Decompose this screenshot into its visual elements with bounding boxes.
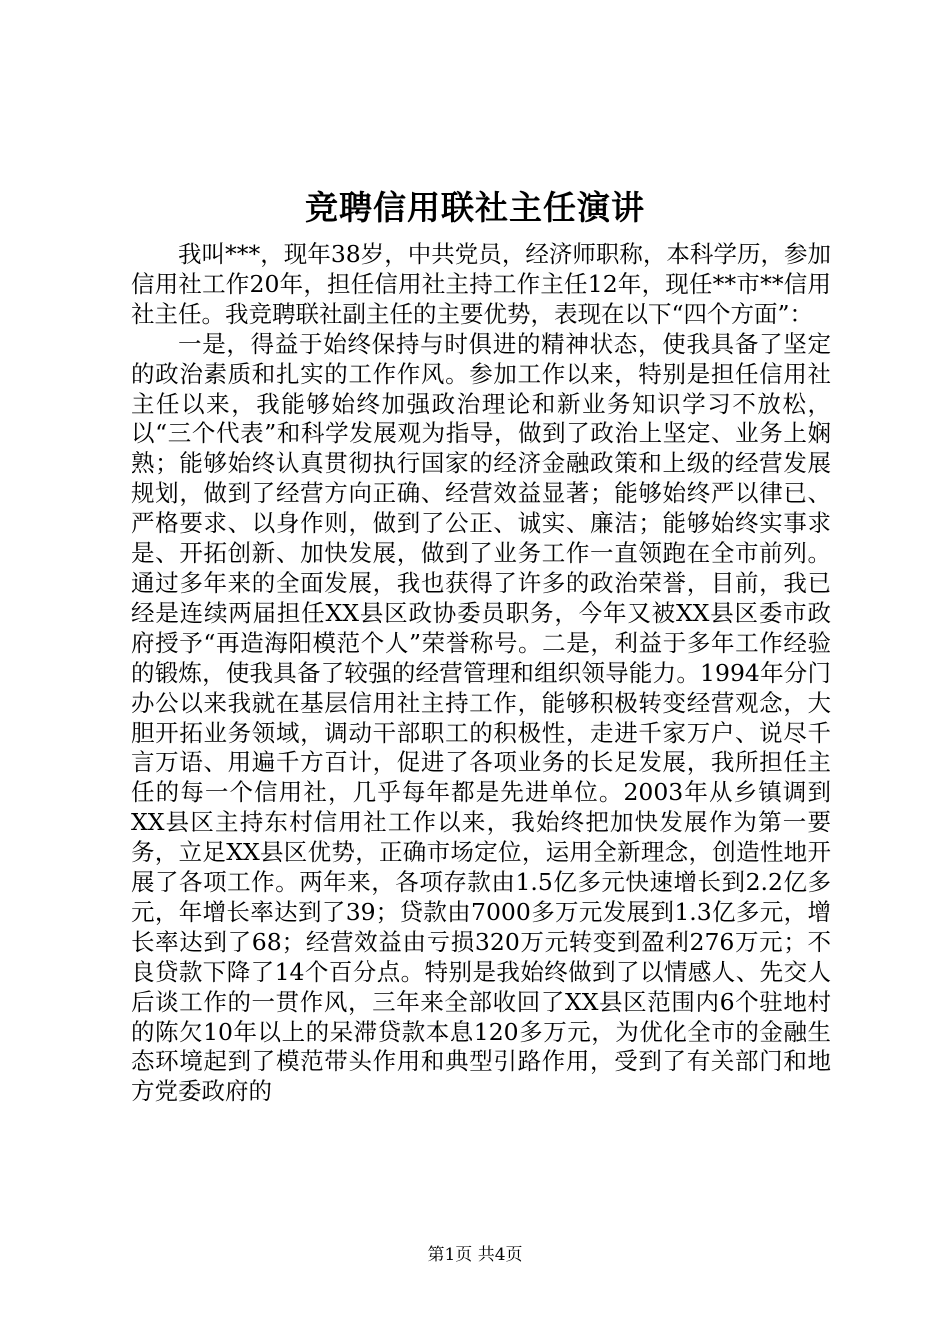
page-number-footer: 第1页 共4页 [427,1245,523,1265]
document-body [131,240,831,1107]
paragraph-intro: 我叫***，现年38岁，中共党员，经济师职称，本科学历，参加信用社工作20年，担任信用社主持工作主任12年，现任**市**信用社主任。我竞聘联社副主任的主要优势，表现在以下“四个方面”： [131,240,831,328]
paragraph-advantages: 一是，得益于始终保持与时俱进的精神状态，使我具备了坚定的政治素质和扎实的工作作风。参加工作以来，特别是担任信用社主任以来，我能够始终加强政治理论和新业务知识学习不放松，以“三个代表”和科学发展观为指导，做到了政治上坚定、业务上娴熟；能够始终认真贯彻执行国家的经济金融政策和上级的经营发展规划，做到了经营方向正确、经营效益显著；能够始终严以律已、严格要求、以身作则，做到了公正、诚实、廉洁；能够始终实事求是、开拓创新、加快发展，做到了业务工作一直领跑在全市前列。通过多年来的全面发展，我也获得了许多的政治荣誉，目前，我已经是连续两届担任XX县区政协委员职务，今年又被XX县区委市政府授予“再造海阳模范个人”荣誉称号。二是，利益于多年工作经验的锻炼，使我具备了较强的经营管理和组织领导能力。1994年分门办公以来我就在基层信用社主持工作，能够积极转变经营观念，大胆开拓业务领域，调动干部职工的积极性，走进千家万户、说尽千言万语、用遍千方百计，促进了各项业务的长足发展，我所担任主任的每一个信用社，几乎每年都是先进单位。2003年从乡镇调到XX县区主持东村信用社工作以来，我始终把加快发展作为第一要务，立足XX县区优势，正确市场定位，运用全新理念，创造性地开展了各项工作。两年来，各项存款由1.5亿多元快速增长到2.2亿多元，年增长率达到了39；贷款由7000多万元发展到1.3亿多元，增长率达到了68；经营效益由亏损320万元转变到盈利276万元；不良贷款下降了14个百分点。特别是我始终做到了以情感人、先交人后谈工作的一贯作风，三年来全部收回了XX县区范围内6个驻地村的陈欠10年以上的呆滞贷款本息120多万元，为优化全市的金融生态环境起到了模范带头作用和典型引路作用，受到了有关部门和地方党委政府的 [131,329,831,1106]
document-title: 竞聘信用联社主任演讲 [305,188,645,227]
